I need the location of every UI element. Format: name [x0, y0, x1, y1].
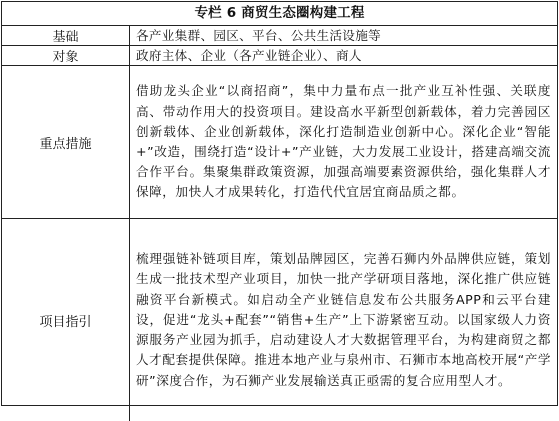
table-row-key-measures — [2, 66, 557, 219]
row-content-basis: 各产业集群、园区、平台、公共生活设施等 — [130, 26, 558, 46]
table-body — [2, 26, 557, 421]
table-row-basis — [2, 26, 557, 46]
special-column-table — [1, 1, 558, 406]
row-label-key-measures: 重点措施 — [2, 66, 130, 219]
row-content-project-guide: 梳理强链补链项目库，策划品牌园区，完善石狮内外品牌供应链，策划生成一批技术型产业项目，加快一批产学研项目落地，深化推广供应链融资平台新模式。如启动全产业链信息发布公共服务APP和云平台建设，促进“龙头+配套”“销售+生产”上下游紧密互动。以国家级人力资源服务产业园为抓手，启动建设人才大数据管理平台，为构建商贸之都人才配套提供保障。推进本地产业与泉州市、石狮市本地高校开展“产学研”深度合作，为石狮产业发展输送真正亟需的复合应用型人才。 — [130, 219, 558, 421]
row-label-basis: 基础 — [2, 26, 130, 46]
row-label-project-guide: 项目指引 — [2, 219, 130, 421]
table-row-project-guide — [2, 219, 557, 421]
row-content-target: 政府主体、企业（各产业链企业）、商人 — [130, 46, 558, 66]
table-title: 专栏 6 商贸生态圈构建工程 — [2, 2, 557, 26]
row-label-target: 对象 — [2, 46, 130, 66]
table-row-target — [2, 46, 557, 66]
row-content-key-measures: 借助龙头企业“以商招商”，集中力量布点一批产业互补性强、关联度高、带动作用大的投资项目。建设高水平新型创新载体，着力完善园区创新载体、企业创新载体，深化打造制造业创新中心。深化企业“智能+”改造，围绕打造“设计+”产业链，大力发展工业设计，搭建高端交流合作平台。集聚集群政策资源，加强高端要素资源供给，强化集群人才保障，加快人才成果转化，打造代代宜居宜商品质之都。 — [130, 66, 558, 219]
